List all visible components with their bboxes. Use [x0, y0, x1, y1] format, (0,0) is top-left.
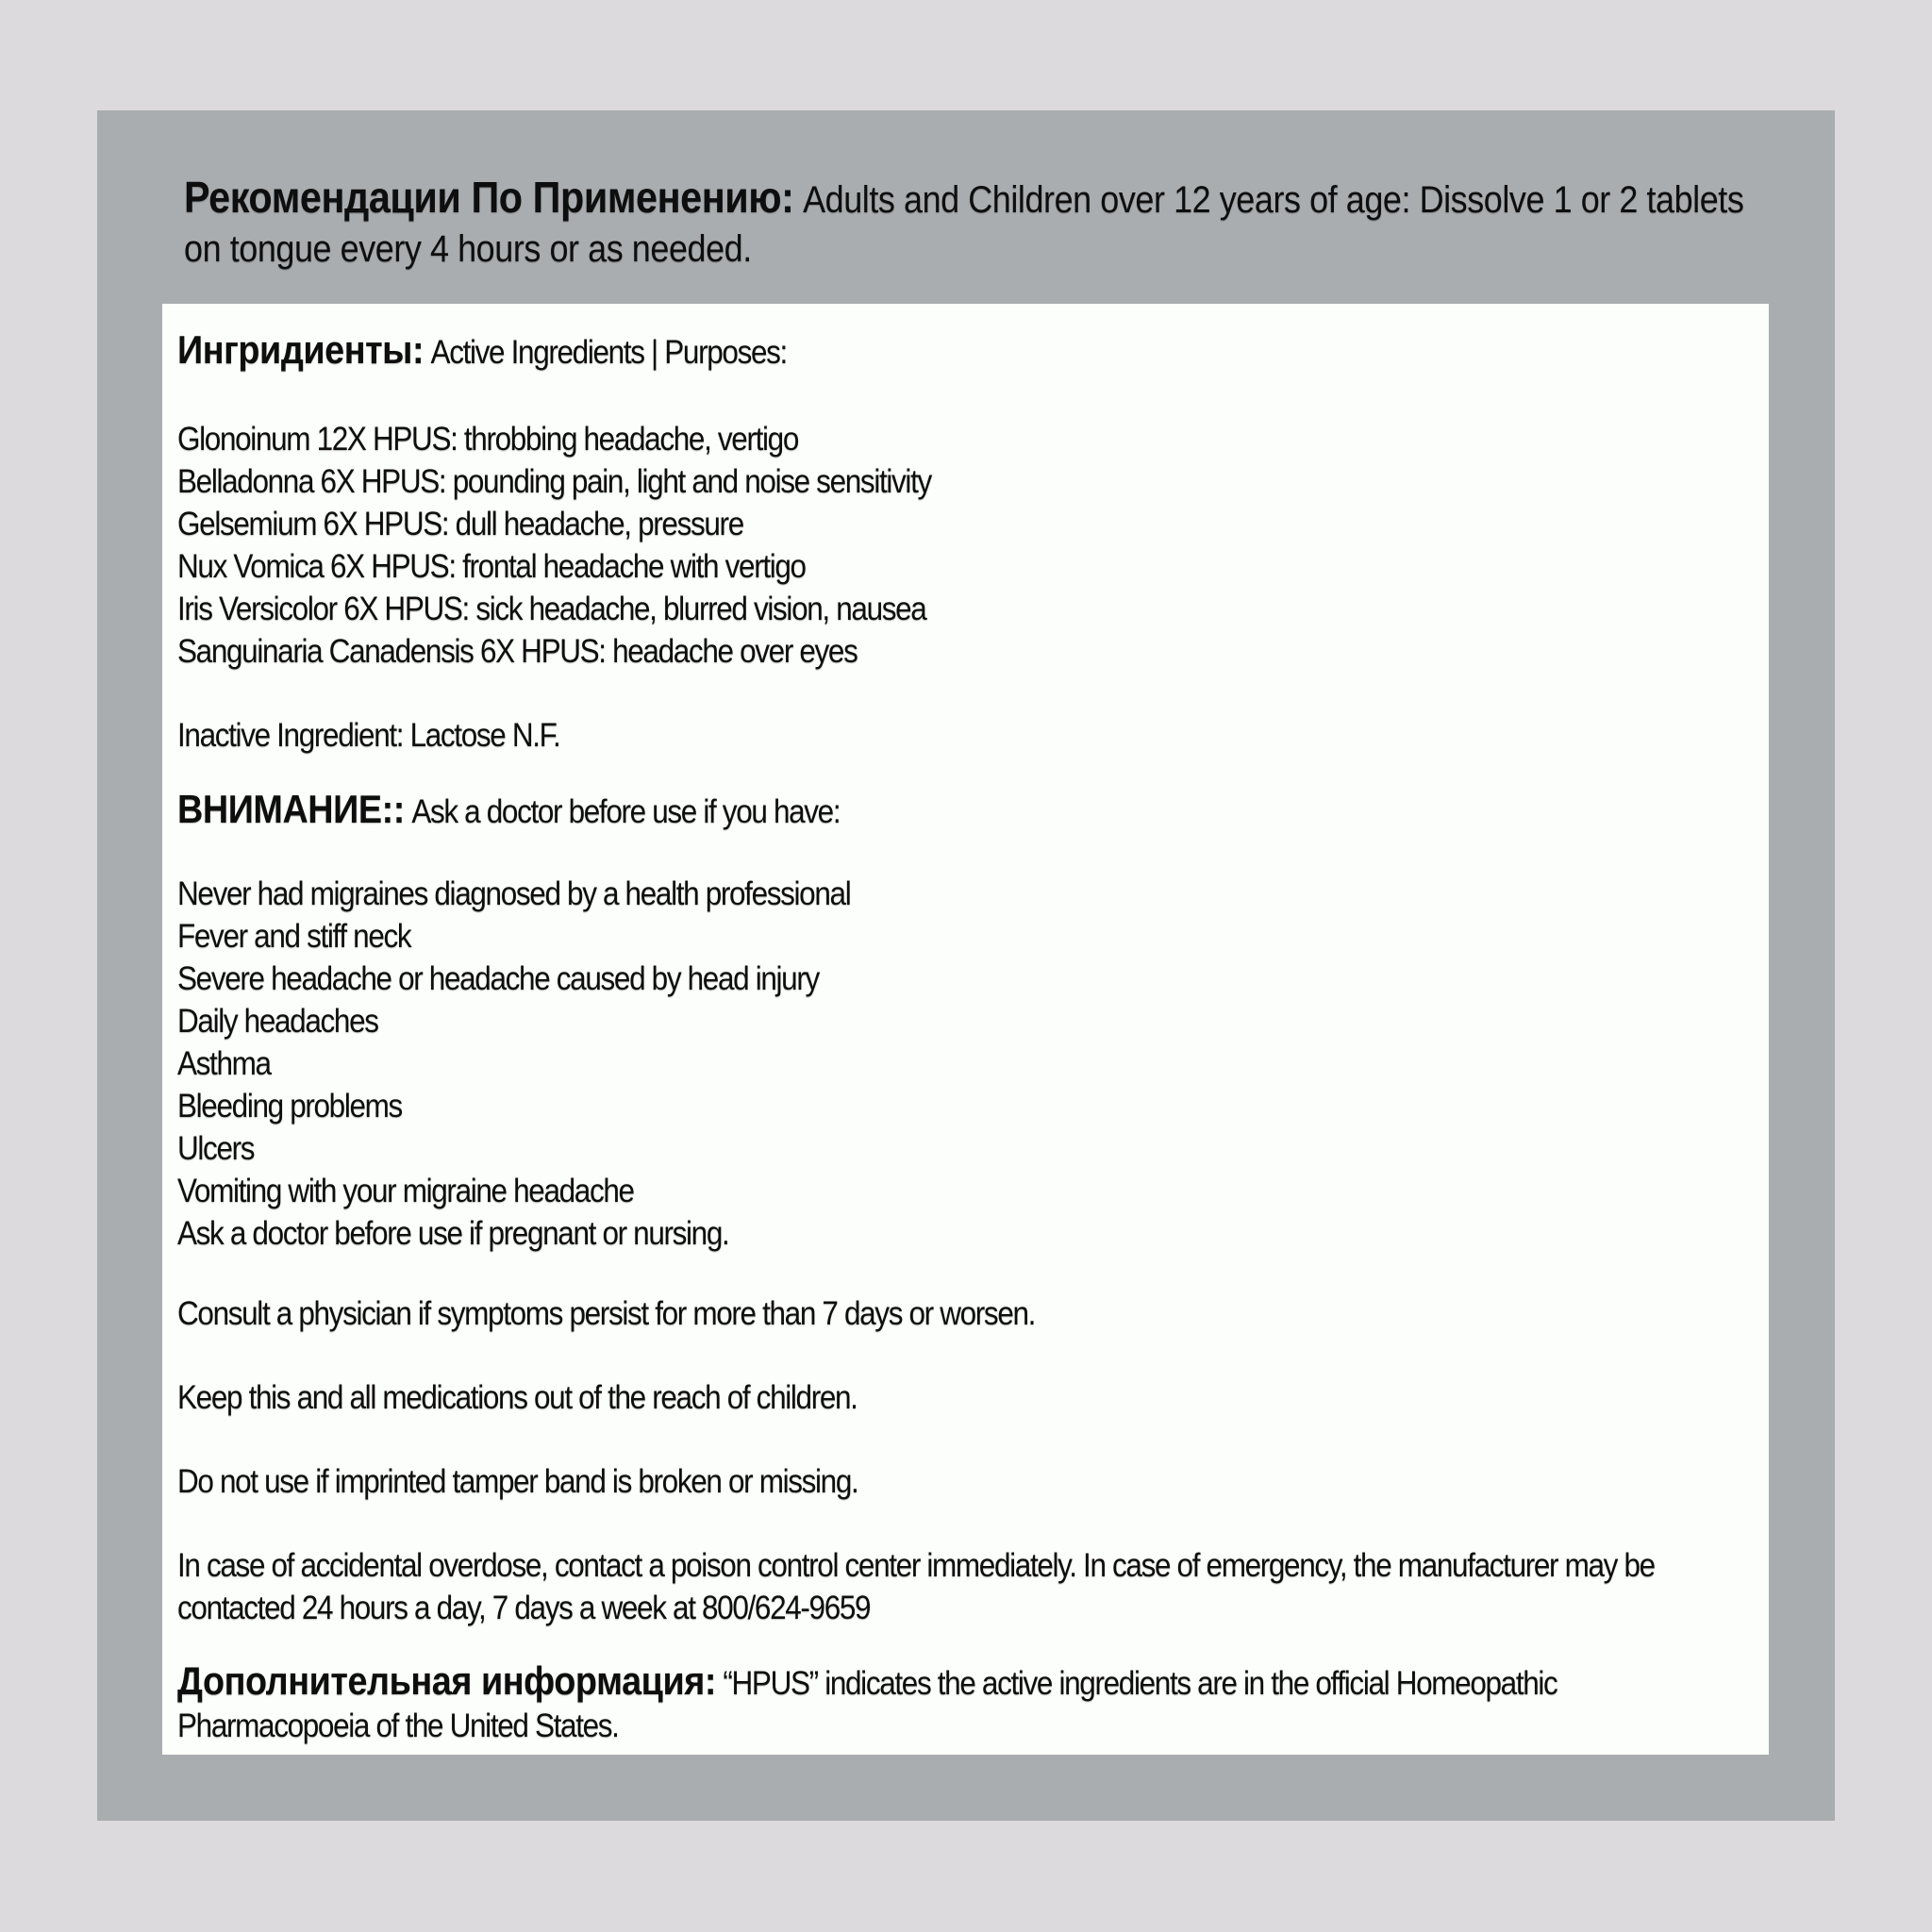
active-ingredients-list — [177, 418, 1743, 673]
active-ingredient-line: Gelsemium 6X HPUS: dull headache, pressure — [177, 506, 743, 542]
usage-directions — [184, 173, 1750, 274]
warning-condition-line: Never had migraines diagnosed by a health professional — [177, 875, 851, 912]
warning-condition-line: Severe headache or headache caused by head injury — [177, 960, 819, 997]
warnings-heading — [177, 788, 1743, 833]
ingredients-label-en: Active Ingredients | Purposes: — [430, 334, 787, 371]
additional-info-label-ru: Дополнительная информация: — [177, 1658, 716, 1703]
warnings-label-ru: ВНИМАНИЕ:: — [177, 787, 405, 831]
inactive-ingredient-line: Inactive Ingredient: Lactose N.F. — [177, 717, 560, 754]
active-ingredient-line: Sanguinaria Canadensis 6X HPUS: headache over eyes — [177, 633, 858, 670]
warning-condition-line: Fever and stiff neck — [177, 918, 411, 955]
warning-note-paragraph: Consult a physician if symptoms persist for more than 7 days or worsen. — [177, 1295, 1036, 1332]
warning-condition-line: Ask a doctor before use if pregnant or nursing. — [177, 1215, 729, 1252]
warning-condition-line: Asthma — [177, 1045, 271, 1082]
additional-info-paragraph — [177, 1659, 1743, 1747]
usage-directions-text: Adults and Children over 12 years of age: Dissolve 1 or 2 tablets on tongue every 4 hours or as needed. — [184, 179, 1744, 270]
warning-condition-line: Vomiting with your migraine headache — [177, 1173, 634, 1209]
warnings-ask-doctor-text: Ask a doctor before use if you have: — [411, 793, 841, 830]
warning-notes-list — [177, 1292, 1743, 1629]
active-ingredient-line: Nux Vomica 6X HPUS: frontal headache with vertigo — [177, 548, 806, 585]
active-ingredient-line: Belladonna 6X HPUS: pounding pain, light and noise sensitivity — [177, 463, 931, 500]
ingredients-heading — [177, 328, 1743, 374]
active-ingredient-line: Iris Versicolor 6X HPUS: sick headache, blurred vision, nausea — [177, 591, 926, 627]
warning-note-paragraph: In case of accidental overdose, contact a poison control center immediately. In case of emergency, the manufacturer may be contacted 24 hours a day, 7 days a week at 800/624-9659 — [177, 1547, 1655, 1626]
usage-directions-label-ru: Рекомендации По Применению: — [184, 173, 794, 222]
warning-condition-line: Bleeding problems — [177, 1088, 402, 1124]
additional-info-text-en: “HPUS” indicates the active ingredients are in the official Homeopathic Pharmacopoeia of the United States. — [177, 1665, 1557, 1744]
drug-facts-card — [162, 304, 1769, 1755]
warning-condition-line: Daily headaches — [177, 1003, 378, 1040]
warning-note-paragraph: Keep this and all medications out of the reach of children. — [177, 1379, 858, 1416]
drug-facts-content — [177, 328, 1743, 1747]
warning-conditions-list — [177, 873, 1743, 1255]
warning-note-paragraph: Do not use if imprinted tamper band is broken or missing. — [177, 1463, 858, 1500]
warning-condition-line: Ulcers — [177, 1130, 255, 1167]
active-ingredient-line: Glonoinum 12X HPUS: throbbing headache, vertigo — [177, 421, 798, 458]
ingredients-label-ru: Ингридиенты: — [177, 327, 425, 372]
label-gray-panel — [97, 110, 1835, 1821]
